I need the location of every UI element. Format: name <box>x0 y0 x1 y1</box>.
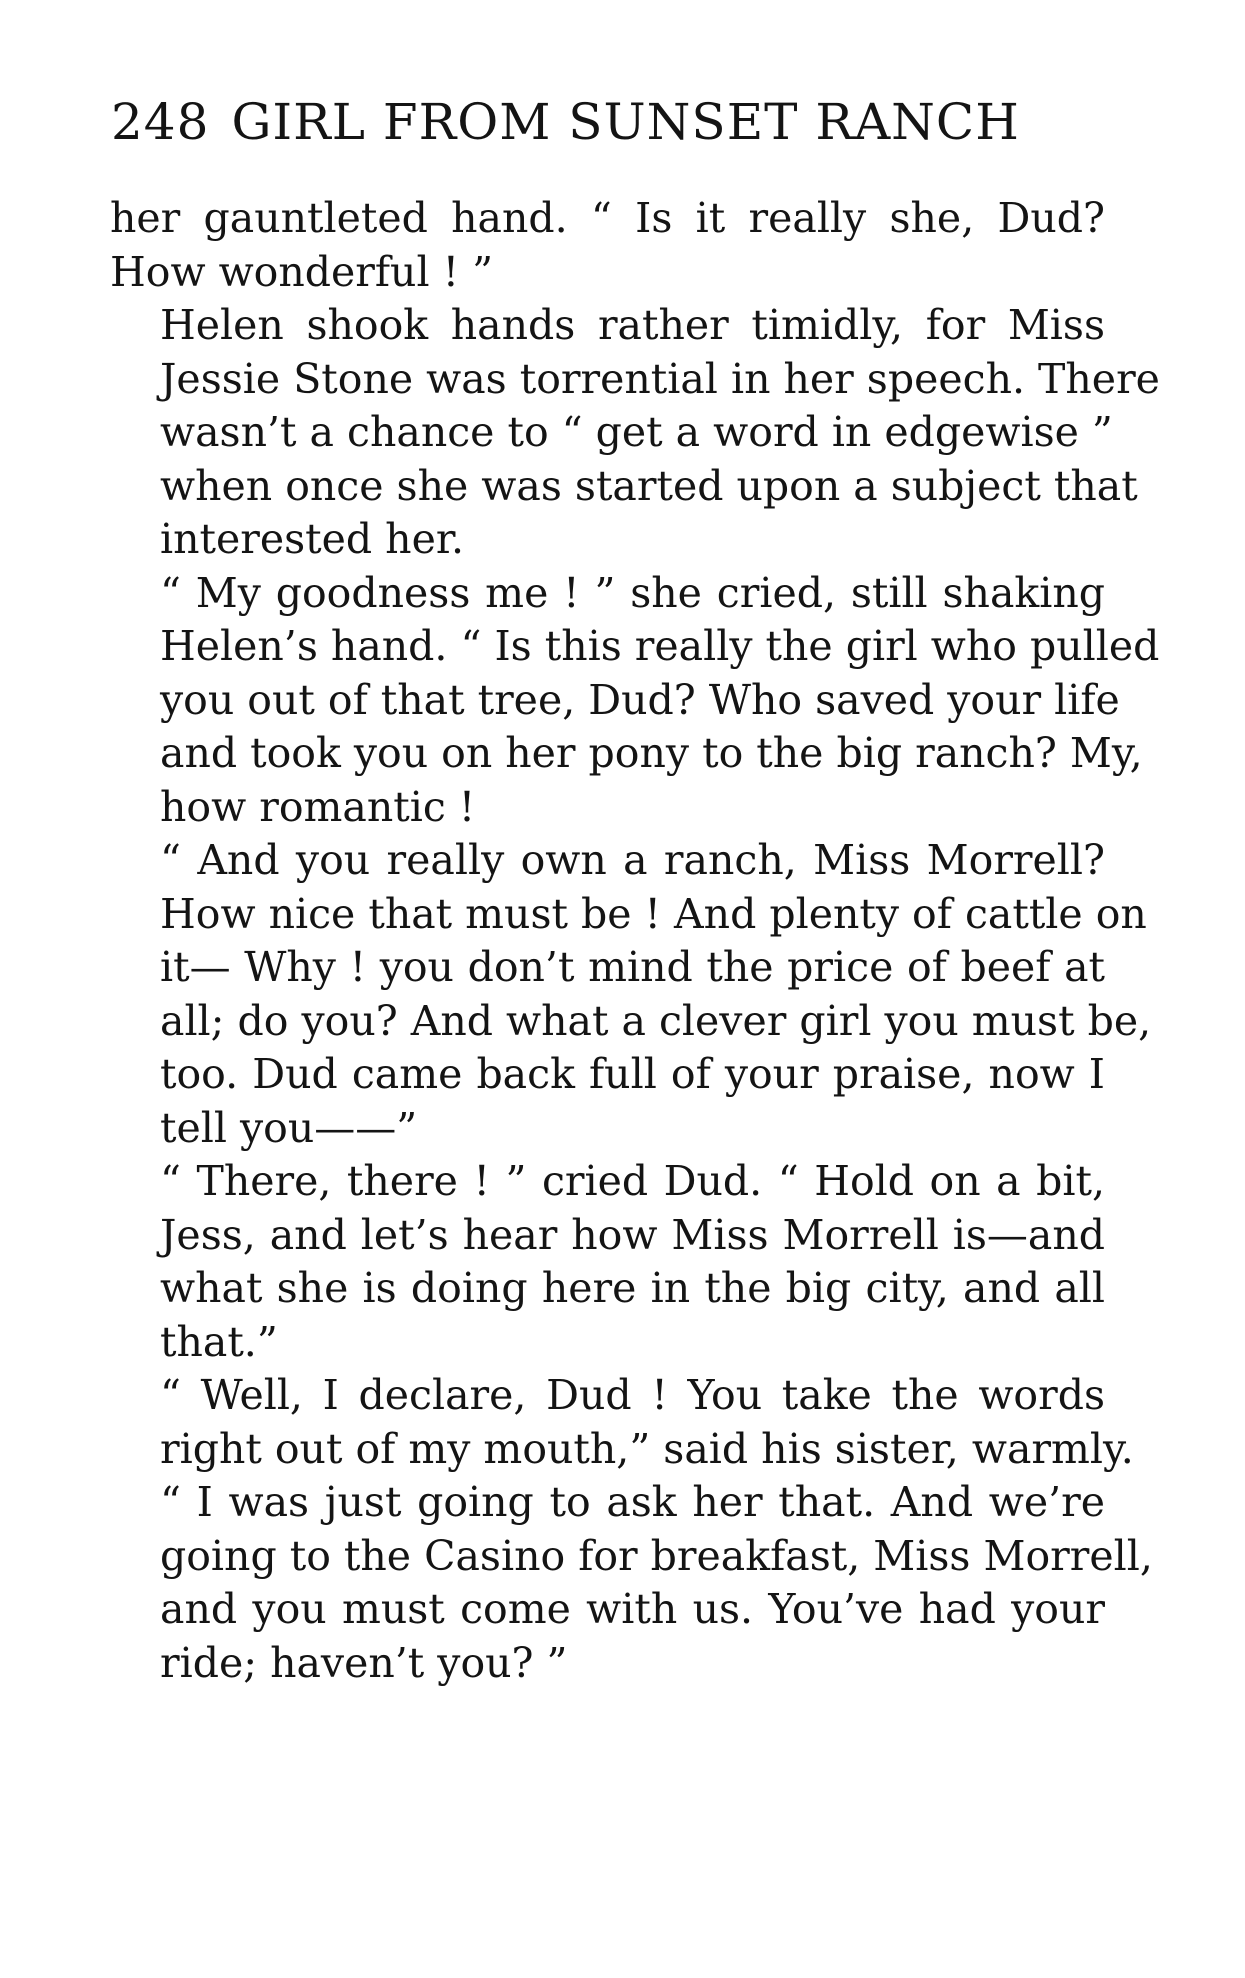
text-line: all; do you? And what a clever girl you must be, <box>160 996 1152 1045</box>
text-line: Jess, and let’s hear how Miss Morrell is—and <box>160 1210 1105 1259</box>
text-line: you out of that tree, Dud? Who saved your life <box>160 675 1120 724</box>
text-line: how romantic ! <box>160 782 476 831</box>
running-header <box>111 92 1111 152</box>
paragraph <box>110 299 1160 567</box>
text-line: tell you——” <box>160 1103 418 1152</box>
text-line: it— Why ! you don’t mind the price of beef at <box>160 943 1105 991</box>
text-line: ride; haven’t you? ” <box>160 1638 568 1687</box>
paragraph <box>110 192 1105 299</box>
text-line: “ I was just going to ask her that. And we’re <box>160 1478 1105 1526</box>
text-line: her gauntleted hand. “ Is it really she, Dud? <box>110 194 1105 242</box>
text-line: too. Dud came back full of your praise, now I <box>160 1050 1105 1098</box>
text-line: right out of my mouth,” said his sister, warmly. <box>160 1424 1134 1473</box>
text-line: wasn’t a chance to “ get a word in edgewise ” <box>160 408 1113 456</box>
text-line: interested her. <box>160 515 464 563</box>
text-line: How wonderful ! ” <box>110 247 494 296</box>
text-line: “ Well, I declare, Dud ! You take the words <box>160 1371 1105 1419</box>
running-title: GIRL FROM SUNSET RANCH <box>231 93 1020 151</box>
text-line: “ My goodness me ! ” she cried, still shaking <box>160 568 1105 617</box>
text-line: going to the Casino for breakfast, Miss Morrell, <box>160 1531 1153 1580</box>
page-number: 248 <box>111 93 210 151</box>
text-line: “ There, there ! ” cried Dud. “ Hold on a bit, <box>160 1157 1105 1205</box>
text-line: Helen shook hands rather timidly, for Miss <box>160 301 1105 349</box>
text-line: How nice that must be ! And plenty of cattle on <box>160 889 1147 938</box>
body-text <box>110 192 1160 1690</box>
paragraph <box>110 834 1152 1155</box>
paragraph <box>110 1369 1153 1690</box>
text-line: Jessie Stone was torrential in her speech. There <box>160 354 1160 403</box>
text-line: “ And you really own a ranch, Miss Morrell? <box>160 836 1105 884</box>
paragraph <box>110 567 1160 835</box>
text-line: what she is doing here in the big city, and all <box>160 1264 1105 1312</box>
text-line: and you must come with us. You’ve had your <box>160 1585 1105 1633</box>
text-line: and took you on her pony to the big ranch? My, <box>160 729 1143 777</box>
text-line: that.” <box>160 1317 278 1366</box>
text-line: Helen’s hand. “ Is this really the girl who pulled <box>160 622 1160 670</box>
text-line: when once she was started upon a subject that <box>160 461 1138 510</box>
paragraph <box>110 1155 1105 1369</box>
